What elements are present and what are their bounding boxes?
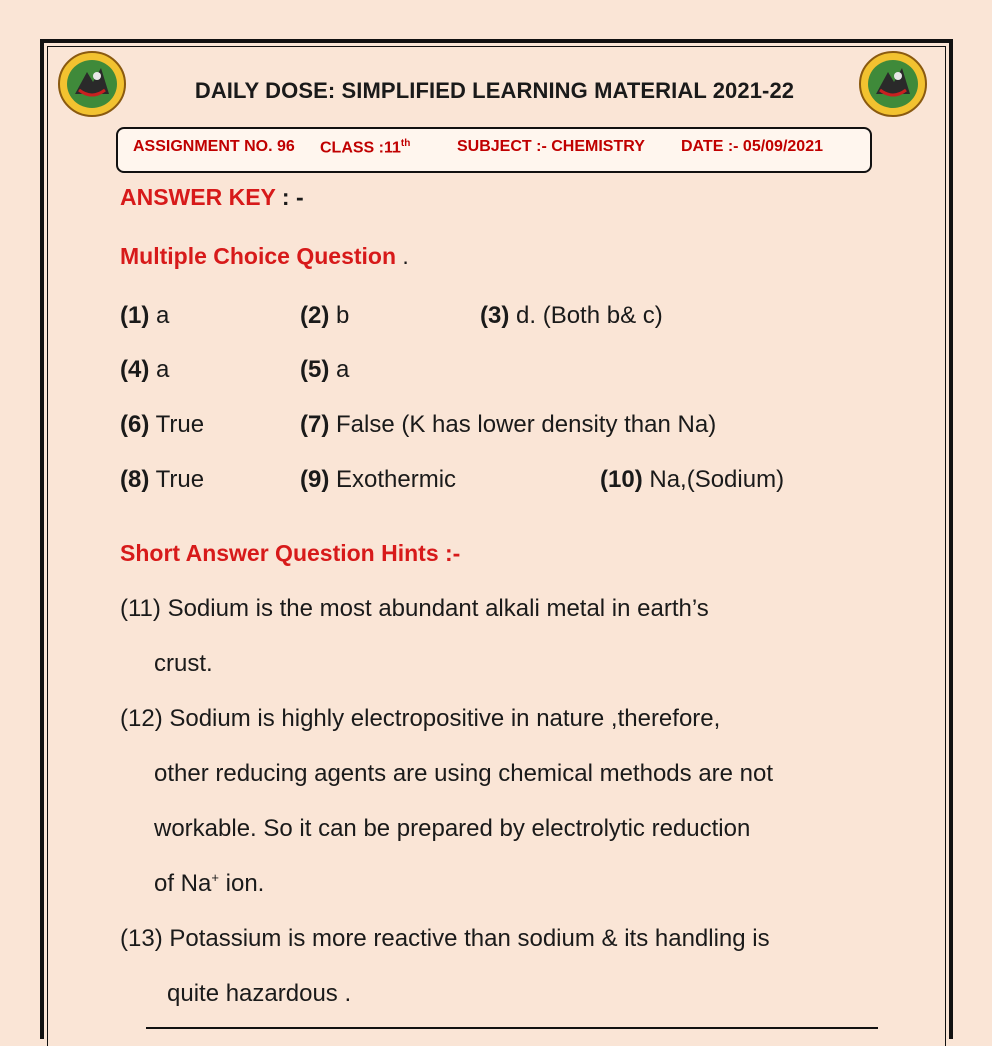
class-label: CLASS :11th	[320, 138, 411, 157]
mcq-answer: (2) b	[300, 302, 350, 329]
mcq-answer: (9) Exothermic	[300, 466, 457, 493]
subject-label: SUBJECT :- CHEMISTRY	[457, 138, 645, 155]
date-label: DATE :- 05/09/2021	[681, 138, 823, 155]
mcq-answer: (8) True	[120, 466, 205, 493]
divider	[146, 1027, 878, 1029]
hint-line: (12) Sodium is highly electropositive in nature ,therefore,	[120, 705, 721, 732]
mcq-answer: (6) True	[120, 411, 205, 438]
hint-line: (11) Sodium is the most abundant alkali metal in earth’s	[120, 595, 709, 622]
hint-line: quite hazardous .	[167, 980, 352, 1007]
hint-line: of Na+ ion.	[154, 870, 265, 897]
mcq-answer: (10) Na,(Sodium)	[600, 466, 785, 493]
hint-line: other reducing agents are using chemical methods are not	[154, 760, 774, 787]
mcq-heading: Multiple Choice Question .	[120, 243, 409, 269]
mcq-answer: (3) d. (Both b& c)	[480, 302, 663, 329]
short-answer-heading: Short Answer Question Hints :-	[120, 540, 461, 566]
answer-key-heading: ANSWER KEY : -	[120, 184, 304, 210]
mcq-answer: (5) a	[300, 356, 350, 383]
hint-line: crust.	[154, 650, 213, 677]
page-title: DAILY DOSE: SIMPLIFIED LEARNING MATERIAL 2021-22	[194, 78, 795, 103]
hint-line: (13) Potassium is more reactive than sodium & its handling is	[120, 925, 770, 952]
assignment-number: ASSIGNMENT NO. 96	[133, 138, 295, 155]
mcq-answer: (1) a	[120, 302, 170, 329]
hint-line: workable. So it can be prepared by electrolytic reduction	[154, 815, 751, 842]
mcq-answer: (7) False (K has lower density than Na)	[300, 411, 717, 438]
mcq-answer: (4) a	[120, 356, 170, 383]
